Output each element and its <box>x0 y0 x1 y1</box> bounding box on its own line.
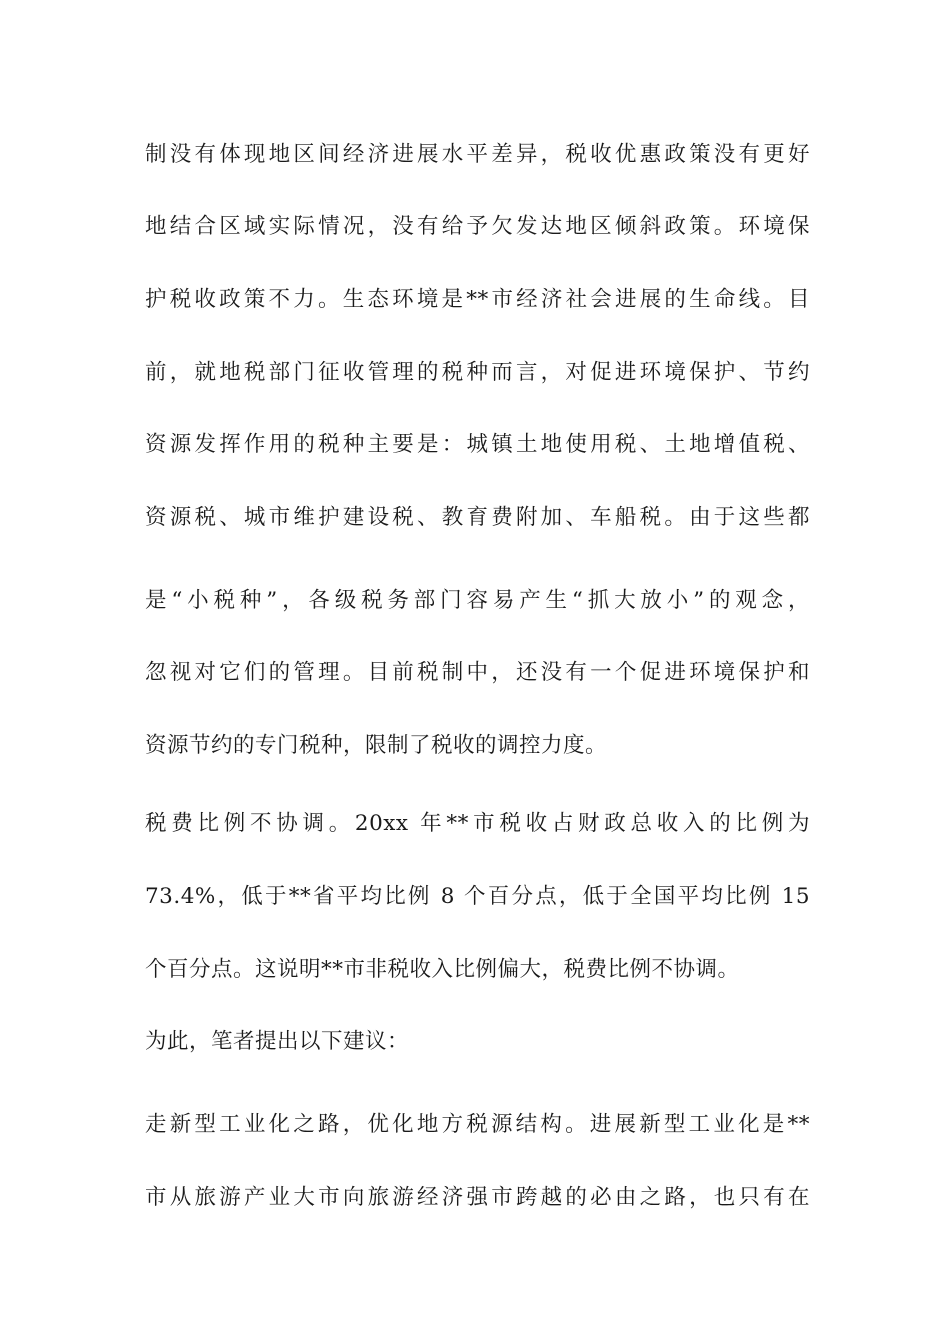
text-line: 73.4%，低于**省平均比例 8 个百分点，低于全国平均比例 15 <box>145 884 810 909</box>
text-line: 个百分点。这说明**市非税收入比例偏大，税费比例不协调。 <box>145 957 740 982</box>
text-line: 护税收政策不力。生态环境是**市经济社会进展的生命线。目 <box>145 287 810 312</box>
text-line: 资源发挥作用的税种主要是：城镇土地使用税、土地增值税、 <box>145 432 810 457</box>
text-line: 制没有体现地区间经济进展水平差异，税收优惠政策没有更好 <box>145 142 810 167</box>
text-line: 走新型工业化之路，优化地方税源结构。进展新型工业化是** <box>145 1112 810 1137</box>
text-line: 资源税、城市维护建设税、教育费附加、车船税。由于这些都 <box>145 505 810 530</box>
text-line: 地结合区域实际情况，没有给予欠发达地区倾斜政策。环境保 <box>145 214 810 239</box>
text-line: 前，就地税部门征收管理的税种而言，对促进环境保护、节约 <box>145 360 810 385</box>
text-line: 税费比例不协调。20xx 年**市税收占财政总收入的比例为 <box>145 811 810 836</box>
text-line: 资源节约的专门税种，限制了税收的调控力度。 <box>145 733 608 758</box>
text-line: 忽视对它们的管理。目前税制中，还没有一个促进环境保护和 <box>145 660 810 685</box>
text-line: 市从旅游产业大市向旅游经济强市跨越的必由之路，也只有在 <box>145 1185 810 1210</box>
text-line: 是“小税种”，各级税务部门容易产生“抓大放小”的观念， <box>145 588 810 613</box>
text-line: 为此，笔者提出以下建议： <box>145 1029 410 1054</box>
